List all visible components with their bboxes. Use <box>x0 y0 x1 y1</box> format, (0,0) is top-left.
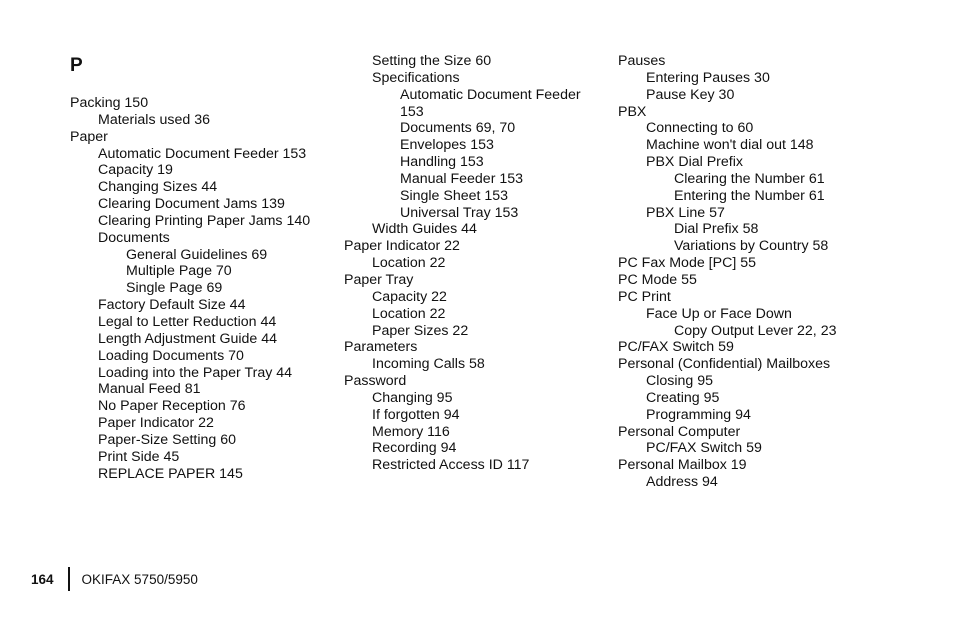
index-subentry: Connecting to 60 <box>646 120 754 137</box>
index-subentry: Clearing Document Jams 139 <box>98 196 285 213</box>
index-subentry: Creating 95 <box>646 389 720 406</box>
index-entry: Personal Mailbox 19 <box>618 457 747 474</box>
index-subentry: Changing 95 <box>372 389 453 406</box>
index-subentry: 153 <box>400 103 424 120</box>
index-subentry: Manual Feed 81 <box>98 381 201 398</box>
index-entry: PC/FAX Switch 59 <box>618 339 734 356</box>
index-subentry: Single Page 69 <box>126 280 223 297</box>
index-subentry: PBX Line 57 <box>646 204 725 221</box>
index-subentry: Memory 116 <box>372 423 450 440</box>
index-subentry: Entering the Number 61 <box>674 187 825 204</box>
index-subentry: Paper Sizes 22 <box>372 322 469 339</box>
index-subentry: Multiple Page 70 <box>126 263 232 280</box>
index-entry: Parameters <box>344 339 418 356</box>
index-subentry: Programming 94 <box>646 406 751 423</box>
index-entry: PC Print <box>618 288 671 305</box>
index-entry: Paper <box>70 128 108 145</box>
page-number: 164 <box>31 571 54 587</box>
index-subentry: Closing 95 <box>646 373 714 390</box>
index-entry: PC Mode 55 <box>618 271 697 288</box>
index-subentry: Single Sheet 153 <box>400 187 509 204</box>
index-subentry: Automatic Document Feeder <box>400 86 581 103</box>
index-subentry: Loading into the Paper Tray 44 <box>98 364 293 381</box>
index-subentry: Specifications <box>372 69 460 86</box>
index-subentry: Legal to Letter Reduction 44 <box>98 313 277 330</box>
index-subentry: Envelopes 153 <box>400 137 494 154</box>
index-subentry: Loading Documents 70 <box>98 347 244 364</box>
index-subentry: Print Side 45 <box>98 448 180 465</box>
index-subentry: Factory Default Size 44 <box>98 297 246 314</box>
index-entry: Password <box>344 373 407 390</box>
index-subentry: Length Adjustment Guide 44 <box>98 330 278 347</box>
index-subentry: Pause Key 30 <box>646 86 735 103</box>
index-subentry: If forgotten 94 <box>372 406 460 423</box>
index-subentry: Manual Feeder 153 <box>400 170 524 187</box>
page-footer <box>31 567 198 591</box>
index-entry: PC Fax Mode [PC] 55 <box>618 255 756 272</box>
index-column-2 <box>344 53 614 474</box>
index-subentry: Materials used 36 <box>98 111 210 128</box>
product-name: OKIFAX 5750/5950 <box>81 571 198 587</box>
index-subentry: Clearing the Number 61 <box>674 170 825 187</box>
index-subentry: Paper Indicator 22 <box>98 415 214 432</box>
index-subentry: Capacity 19 <box>98 162 173 179</box>
index-subentry: Clearing Printing Paper Jams 140 <box>98 212 311 229</box>
index-subentry: Setting the Size 60 <box>372 53 492 69</box>
index-subentry: Paper-Size Setting 60 <box>98 431 237 448</box>
index-entry: Pauses <box>618 53 666 69</box>
index-subentry: Automatic Document Feeder 153 <box>98 145 307 162</box>
index-entry: Paper Tray <box>344 271 414 288</box>
index-subentry: Documents <box>98 229 170 246</box>
index-subentry: Location 22 <box>372 255 446 272</box>
index-subentry: Variations by Country 58 <box>674 238 829 255</box>
index-subentry: PBX Dial Prefix <box>646 154 743 171</box>
index-entry: Personal Computer <box>618 423 741 440</box>
index-subentry: Universal Tray 153 <box>400 204 519 221</box>
section-letter: P <box>70 55 83 76</box>
index-subentry: Copy Output Lever 22, 23 <box>674 322 837 339</box>
index-subentry: REPLACE PAPER 145 <box>98 465 243 482</box>
index-entry: Packing 150 <box>70 95 149 111</box>
index-column-1 <box>70 53 340 482</box>
index-subentry: Capacity 22 <box>372 288 447 305</box>
index-subentry: General Guidelines 69 <box>126 246 268 263</box>
index-entry: Paper Indicator 22 <box>344 238 460 255</box>
index-subentry: Changing Sizes 44 <box>98 179 218 196</box>
index-entry: Personal (Confidential) Mailboxes <box>618 356 831 373</box>
index-subentry: Machine won't dial out 148 <box>646 137 814 154</box>
index-subentry: PC/FAX Switch 59 <box>646 440 762 457</box>
index-subentry: Handling 153 <box>400 154 484 171</box>
index-subentry: Incoming Calls 58 <box>372 356 485 373</box>
index-subentry: Address 94 <box>646 474 718 491</box>
index-subentry: Entering Pauses 30 <box>646 69 770 86</box>
index-subentry: Documents 69, 70 <box>400 120 516 137</box>
index-column-3 <box>618 53 918 491</box>
index-subentry: Face Up or Face Down <box>646 305 792 322</box>
index-subentry: Location 22 <box>372 305 446 322</box>
index-entry: PBX <box>618 103 647 120</box>
footer-divider <box>68 567 70 591</box>
index-subentry: Dial Prefix 58 <box>674 221 759 238</box>
index-subentry: Restricted Access ID 117 <box>372 457 530 474</box>
index-subentry: Recording 94 <box>372 440 457 457</box>
index-subentry: No Paper Reception 76 <box>98 398 246 415</box>
index-subentry: Width Guides 44 <box>372 221 477 238</box>
